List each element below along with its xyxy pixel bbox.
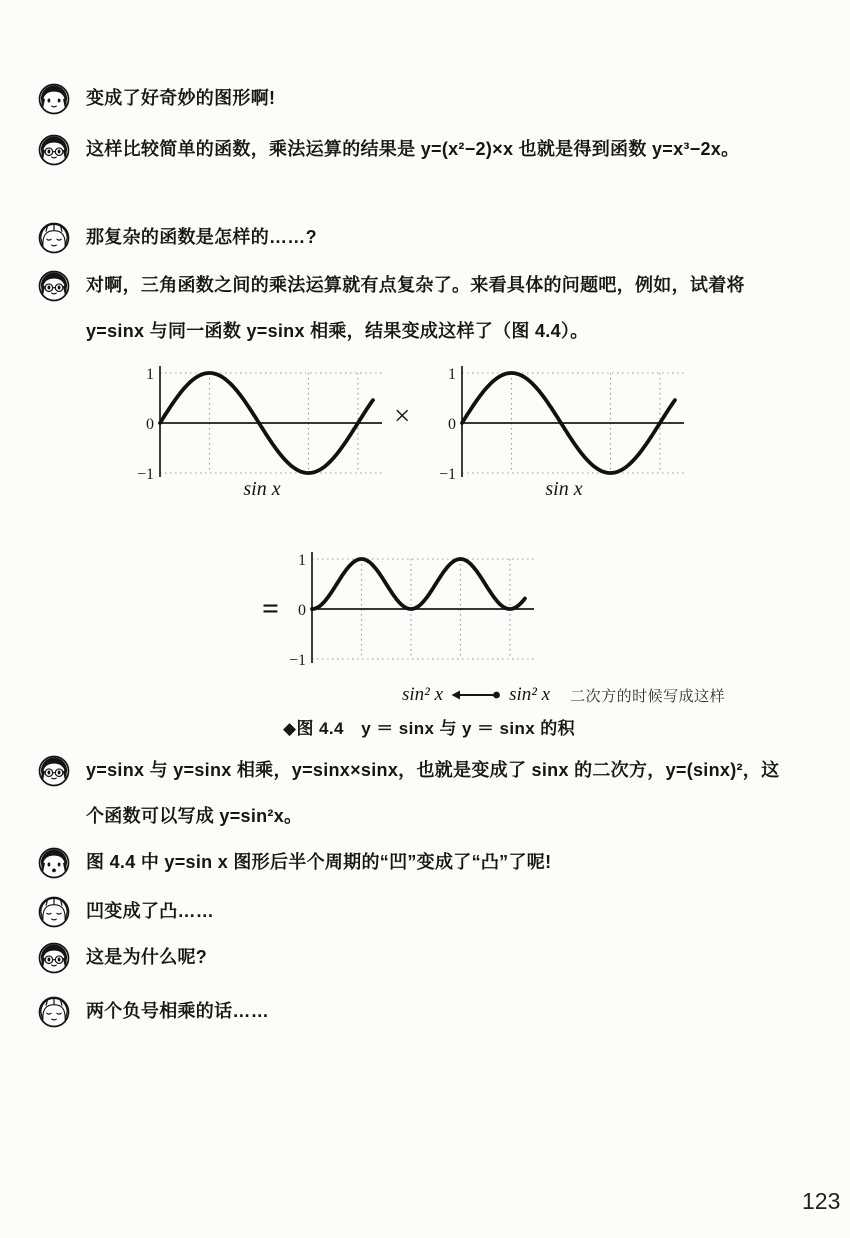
- dialogue-row: [38, 270, 796, 354]
- svg-text:−1: −1: [288, 652, 306, 669]
- dialogue-row: [38, 222, 796, 260]
- multiply-operator: ×: [394, 400, 411, 432]
- graph-label-right: sin x: [545, 478, 583, 500]
- left-arrow-icon: [450, 689, 502, 701]
- svg-text:0: 0: [146, 416, 154, 433]
- sine-squared-graph: [284, 546, 544, 668]
- avatar-girl-light-hair-icon: [38, 996, 70, 1028]
- dialogue-row: [38, 996, 796, 1034]
- avatar-girl-glasses-icon: [38, 134, 70, 166]
- avatar-girl-glasses-icon: [38, 755, 70, 787]
- svg-text:0: 0: [448, 416, 456, 433]
- dialogue-row: [38, 896, 796, 934]
- sine-graph-left: [132, 360, 392, 482]
- sine-graph-right: [434, 360, 694, 482]
- dialogue-text: 这是为什么呢?: [86, 947, 208, 967]
- dialogue-row: [38, 847, 796, 885]
- figure-caption: ◆图 4.4 y ＝ sinx 与 y ＝ sinx 的积: [283, 719, 576, 738]
- graph-label-left: sin x: [243, 478, 281, 500]
- dialogue-row: [38, 134, 796, 172]
- svg-text:−1: −1: [136, 466, 154, 483]
- svg-text:0: 0: [298, 602, 306, 619]
- dialogue-text: 凹变成了凸……: [86, 901, 215, 921]
- sin-squared-notation-right: sin² x: [509, 684, 551, 705]
- dialogue-row: [38, 83, 796, 121]
- avatar-girl-light-hair-icon: [38, 896, 70, 928]
- avatar-girl-light-hair-icon: [38, 222, 70, 254]
- avatar-girl-dark-hair-surprised-icon: [38, 847, 70, 879]
- dialogue-text: 图 4.4 中 y=sin x 图形后半个周期的“凹”变成了“凸”了呢!: [86, 852, 552, 872]
- sin-squared-notation-left: sin² x: [402, 684, 444, 705]
- svg-text:1: 1: [448, 366, 456, 383]
- svg-text:1: 1: [298, 552, 306, 569]
- svg-text:1: 1: [146, 366, 154, 383]
- avatar-girl-glasses-icon: [38, 942, 70, 974]
- equals-operator: =: [262, 592, 280, 625]
- dialogue-text: 变成了好奇妙的图形啊!: [86, 88, 276, 108]
- dialogue-text: 对啊，三角函数之间的乘法运算就有点复杂了。来看具体的问题吧，例如，试着将 y=sinx 与同一函数 y=sinx 相乘，结果变成这样了（图 4.4）。: [86, 275, 745, 341]
- notation-equivalence: [402, 684, 725, 706]
- dialogue-row: [38, 755, 796, 839]
- dialogue-text: 这样比较简单的函数，乘法运算的结果是 y=(x²−2)×x 也就是得到函数 y=x³−2x。: [86, 139, 740, 159]
- dialogue-row: [38, 942, 796, 980]
- dialogue-text: y=sinx 与 y=sinx 相乘，y=sinx×sinx，也就是变成了 sinx 的二次方，y=(sinx)²，这个函数可以写成 y=sin²x。: [86, 760, 780, 826]
- dialogue-text: 两个负号相乘的话……: [86, 1001, 269, 1021]
- avatar-girl-glasses-icon: [38, 270, 70, 302]
- page-number: 123: [802, 1188, 841, 1214]
- notation-note: 二次方的时候写成这样: [570, 688, 726, 705]
- avatar-girl-dark-hair-icon: [38, 83, 70, 115]
- svg-text:−1: −1: [438, 466, 456, 483]
- dialogue-text: 那复杂的函数是怎样的……?: [86, 227, 317, 247]
